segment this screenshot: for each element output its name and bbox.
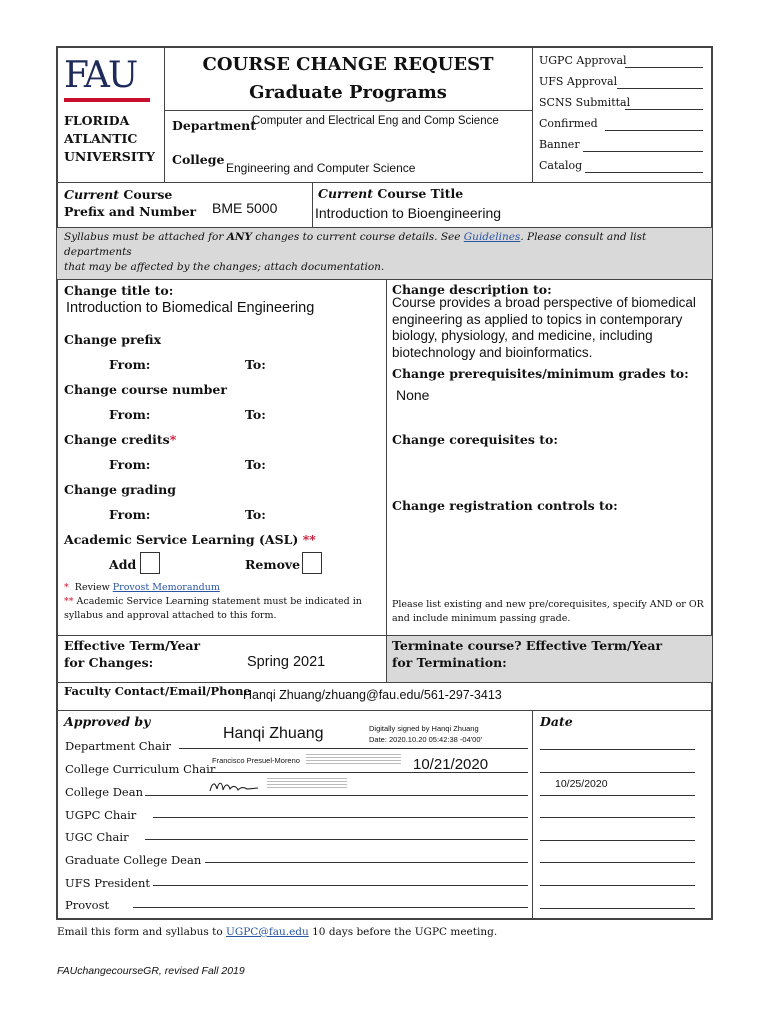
date-line-4[interactable] — [540, 817, 695, 818]
current-title-label: Current Course Title — [318, 186, 464, 201]
form-title: COURSE CHANGE REQUEST — [202, 54, 494, 75]
college-dean-date[interactable]: 10/25/2020 — [555, 778, 608, 790]
department-label: Department — [172, 118, 257, 133]
ugpc-email-link[interactable]: UGPC@fau.edu — [226, 926, 309, 938]
sig-line-grad-dean[interactable] — [205, 862, 528, 863]
change-title-value[interactable]: Introduction to Biomedical Engineering — [66, 300, 315, 316]
dept-chair-signature[interactable]: Hanqi Zhuang — [223, 725, 324, 742]
college-dean-signature[interactable] — [206, 775, 266, 797]
email-instruction: Email this form and syllabus to UGPC@fau.edu 10 days before the UGPC meeting. — [57, 926, 498, 938]
number-from-label: From: — [109, 407, 151, 422]
logo-red-bar — [64, 98, 150, 102]
revision-note: FAUchangecourseGR, revised Fall 2019 — [57, 965, 245, 977]
change-title-label: Change title to: — [64, 283, 174, 298]
current-row-divider — [312, 182, 313, 227]
sig-line-ugc-chair[interactable] — [145, 839, 528, 840]
fau-logo-text: FAU — [64, 55, 137, 96]
date-line-6[interactable] — [540, 862, 695, 863]
prefix-from-label: From: — [109, 357, 151, 372]
catalog-label: Catalog — [539, 159, 583, 172]
effective-term-value[interactable]: Spring 2021 — [247, 654, 326, 670]
college-value[interactable]: Engineering and Computer Science — [226, 161, 416, 175]
sig-line-college-dean[interactable] — [145, 795, 528, 796]
ugpc-approval-label: UGPC Approval — [539, 54, 627, 67]
prerequisites-value[interactable]: None — [396, 387, 430, 403]
date-line-1[interactable] — [540, 749, 695, 750]
date-line-8[interactable] — [540, 908, 695, 909]
asl-add-checkbox[interactable] — [140, 552, 160, 574]
sig-line-ufs-president[interactable] — [153, 885, 528, 886]
requisites-note: Please list existing and new pre/corequisites, specify AND or OR and include minimum passing grade. — [392, 599, 704, 624]
credits-from-label: From: — [109, 457, 151, 472]
university-line-3: UNIVERSITY — [64, 149, 155, 164]
termination-term-label: Terminate course? Effective Term/Year for Termination: — [392, 638, 663, 670]
corequisites-label: Change corequisites to: — [392, 432, 558, 447]
current-prefix-label: Current Course Prefix and Number — [64, 187, 197, 219]
role-ugpc-chair: UGPC Chair — [65, 808, 137, 822]
role-ufs-president: UFS President — [65, 876, 151, 890]
effective-bottom-rule — [56, 682, 713, 683]
current-title-value[interactable]: Introduction to Bioengineering — [315, 205, 502, 221]
ufs-approval-label: UFS Approval — [539, 75, 618, 88]
form-subtitle: Graduate Programs — [249, 82, 447, 103]
sig-line-dept-chair[interactable] — [179, 748, 528, 749]
provost-memorandum-link[interactable]: Provost Memorandum — [112, 582, 220, 593]
asl-add-label: Add — [109, 557, 137, 572]
university-name — [64, 112, 155, 166]
curriculum-chair-digital-sig-block — [306, 752, 401, 764]
change-description-value[interactable]: Course provides a broad perspective of biomedical engineering as applied to topics in contemporary biology, physiology, and medicine, including biotechnology and bioinformatics. — [392, 295, 696, 360]
date-line-7[interactable] — [540, 885, 695, 886]
notice-bottom-rule — [56, 279, 713, 280]
role-ugc-chair: UGC Chair — [65, 830, 129, 844]
date-line-3[interactable] — [540, 795, 695, 796]
change-grading-label: Change grading — [64, 482, 177, 497]
change-number-label: Change course number — [64, 382, 227, 397]
title-underline — [164, 110, 532, 111]
role-provost: Provost — [65, 898, 110, 912]
approval-divider — [532, 46, 533, 182]
date-line-5[interactable] — [540, 840, 695, 841]
main-divider — [386, 279, 387, 682]
college-dean-digital-sig-block — [267, 776, 347, 788]
approval-date-divider — [532, 710, 533, 920]
change-description-label: Change description to: — [392, 282, 552, 297]
grading-from-label: From: — [109, 507, 151, 522]
asl-label: Academic Service Learning (ASL) ** — [64, 532, 316, 547]
department-value[interactable]: Computer and Electrical Eng and Comp Science — [252, 115, 499, 127]
number-to-label: To: — [245, 407, 266, 422]
effective-term-label: Effective Term/Year for Changes: — [64, 638, 201, 670]
banner-label: Banner — [539, 138, 580, 151]
prefix-to-label: To: — [245, 357, 266, 372]
registration-controls-label: Change registration controls to: — [392, 498, 618, 513]
approved-by-heading: Approved by — [64, 714, 151, 729]
fau-logo — [64, 56, 156, 104]
header-bottom-rule — [56, 182, 713, 183]
asl-notes: * Review Provost Memorandum ** Academic Service Learning statement must be indicated in syllabus and approval attached to this form. — [64, 582, 362, 621]
confirmed-label: Confirmed — [539, 117, 598, 130]
university-line-1: FLORIDA — [64, 113, 130, 128]
curriculum-chair-signature[interactable]: Francisco Presuel-Moreno — [212, 756, 300, 765]
notice-text: Syllabus must be attached for ANY changes to current course details. See Guidelines. Please consult and list departments that may be affected by the changes; attach documentation. — [64, 231, 647, 273]
change-prefix-label: Change prefix — [64, 332, 162, 347]
scns-submittal-label: SCNS Submittal — [539, 96, 631, 109]
credits-to-label: To: — [245, 457, 266, 472]
role-department-chair: Department Chair — [65, 739, 171, 753]
curriculum-chair-date[interactable]: 10/21/2020 — [413, 756, 489, 773]
sig-line-ugpc-chair[interactable] — [153, 817, 528, 818]
change-credits-label: Change credits* — [64, 432, 177, 447]
asl-remove-label: Remove — [245, 557, 301, 572]
faculty-contact-label: Faculty Contact/Email/Phone — [64, 684, 251, 698]
asl-remove-checkbox[interactable] — [302, 552, 322, 574]
current-prefix-value[interactable]: BME 5000 — [212, 200, 278, 216]
college-label: College — [172, 152, 225, 167]
faculty-contact-value[interactable]: Hanqi Zhuang/zhuang@fau.edu/561-297-3413 — [243, 688, 502, 702]
role-college-dean: College Dean — [65, 785, 143, 799]
grading-to-label: To: — [245, 507, 266, 522]
dept-chair-digital-signature: Digitally signed by Hanqi Zhuang Date: 2020.10.20 05:42:38 -04'00' — [369, 724, 482, 744]
date-heading: Date — [540, 714, 573, 729]
faculty-bottom-rule — [56, 710, 713, 711]
role-graduate-college-dean: Graduate College Dean — [65, 853, 202, 867]
guidelines-link[interactable]: Guidelines — [463, 231, 521, 243]
prerequisites-label: Change prerequisites/minimum grades to: — [392, 366, 689, 381]
university-line-2: ATLANTIC — [64, 131, 138, 146]
role-curriculum-chair: College Curriculum Chair — [65, 762, 216, 776]
sig-line-provost[interactable] — [133, 907, 528, 908]
date-line-2[interactable] — [540, 772, 695, 773]
